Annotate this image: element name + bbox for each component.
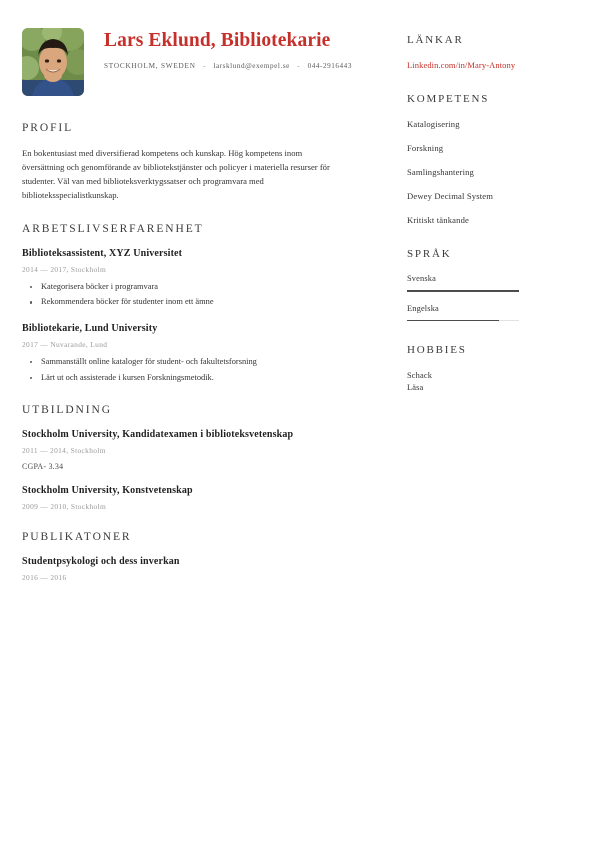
section-education xyxy=(22,404,393,511)
experience-job-title: Biblioteksassistent, XYZ Universitet xyxy=(22,247,183,259)
section-profile xyxy=(22,122,393,203)
contact-email[interactable]: larsklund@exempel.se xyxy=(213,62,290,71)
portrait-photo-icon xyxy=(22,28,84,96)
skill-item: Kritiskt tänkande xyxy=(407,215,469,225)
hobby-item: Läsa xyxy=(407,383,424,393)
language-level-track xyxy=(407,290,519,292)
skill-item: Samlingshantering xyxy=(407,167,474,177)
sidebar xyxy=(407,26,578,418)
publication-entry xyxy=(22,556,393,582)
contact-phone[interactable]: 044-2916443 xyxy=(307,62,352,71)
sidebar-title-languages: SPRÅK xyxy=(407,248,452,260)
sidebar-title-hobbies: HOBBIES xyxy=(407,344,467,357)
contact-line xyxy=(104,62,352,70)
education-entry xyxy=(22,429,393,471)
skill-item: Forskning xyxy=(407,143,444,153)
section-title-experience: ARBETSLIVSERFARENHET xyxy=(22,222,204,235)
list-item: Rekommendera böcker för studenter inom ett ämne xyxy=(41,296,393,309)
section-experience xyxy=(22,223,393,384)
sidebar-title-skills: KOMPETENS xyxy=(407,93,490,105)
skill-item: Katalogisering xyxy=(407,119,460,129)
language-label: Svenska xyxy=(407,274,436,283)
section-title-profile: PROFIL xyxy=(22,122,74,134)
header-text xyxy=(104,26,352,70)
page-title: Lars Eklund, Bibliotekarie xyxy=(104,30,331,51)
experience-job-meta: 2014 — 2017, Stockholm xyxy=(22,264,107,274)
sidebar-section-hobbies xyxy=(407,344,578,394)
resume-header xyxy=(22,26,393,96)
experience-entry xyxy=(22,248,393,309)
profile-text: En bokentusiast med diversifierad kompetens och kunskap. Hög kompetens inom översättning och genomförande av bibliotekstjänster och policyer i materiella resurser för studenter. Väl van med biblioteksverktygssatser och programvara med biblioteksspecialistkunskap. xyxy=(22,148,330,200)
skill-item: Dewey Decimal System xyxy=(407,191,494,201)
contact-separator: - xyxy=(297,62,301,71)
section-title-publications: PUBLIKATONER xyxy=(22,531,132,544)
language-level-fill xyxy=(407,290,519,292)
publication-title: Studentpsykologi och dess inverkan xyxy=(22,556,180,568)
education-entry xyxy=(22,485,393,511)
sidebar-section-links xyxy=(407,34,578,70)
list-item: Sammanställt online kataloger för student- och fakultetsforsning xyxy=(41,356,393,369)
contact-separator: - xyxy=(203,62,207,71)
section-title-education: UTBILDNING xyxy=(22,404,112,417)
sidebar-section-skills xyxy=(407,93,578,225)
education-degree-title: Stockholm University, Kandidatexamen i biblioteksvetenskap xyxy=(22,429,294,441)
experience-entry xyxy=(22,323,393,384)
education-meta: 2009 — 2010, Stockholm xyxy=(22,502,107,512)
experience-job-title: Bibliotekarie, Lund University xyxy=(22,322,158,334)
avatar xyxy=(22,28,84,96)
language-label: Engelska xyxy=(407,303,439,313)
education-degree-title: Stockholm University, Konstvetenskap xyxy=(22,485,193,497)
contact-location: STOCKHOLM, SWEDEN xyxy=(104,62,196,71)
sidebar-item-linkedin[interactable]: Linkedin.com/in/Mary-Antony xyxy=(407,60,516,70)
sidebar-section-languages xyxy=(407,248,578,321)
experience-job-meta: 2017 — Nuvarande, Lund xyxy=(22,339,108,349)
education-meta: 2011 — 2014, Stockholm xyxy=(22,446,106,456)
publication-meta: 2016 — 2016 xyxy=(22,573,67,583)
main-column xyxy=(22,26,407,602)
language-level-track xyxy=(407,320,519,322)
list-item: Kategorisera böcker i programvara xyxy=(41,281,393,294)
language-level-fill xyxy=(407,320,499,322)
experience-bullet-list xyxy=(22,356,393,384)
experience-bullet-list xyxy=(22,281,393,309)
hobby-item: Schack xyxy=(407,371,433,381)
language-item xyxy=(407,304,578,322)
list-item: Lärt ut och assisterade i kursen Forskningsmetodik. xyxy=(41,372,393,385)
section-publications xyxy=(22,531,393,582)
education-gpa: CGPA- 3.34 xyxy=(22,462,64,472)
language-item xyxy=(407,274,578,292)
sidebar-title-links: LÄNKAR xyxy=(407,34,464,46)
